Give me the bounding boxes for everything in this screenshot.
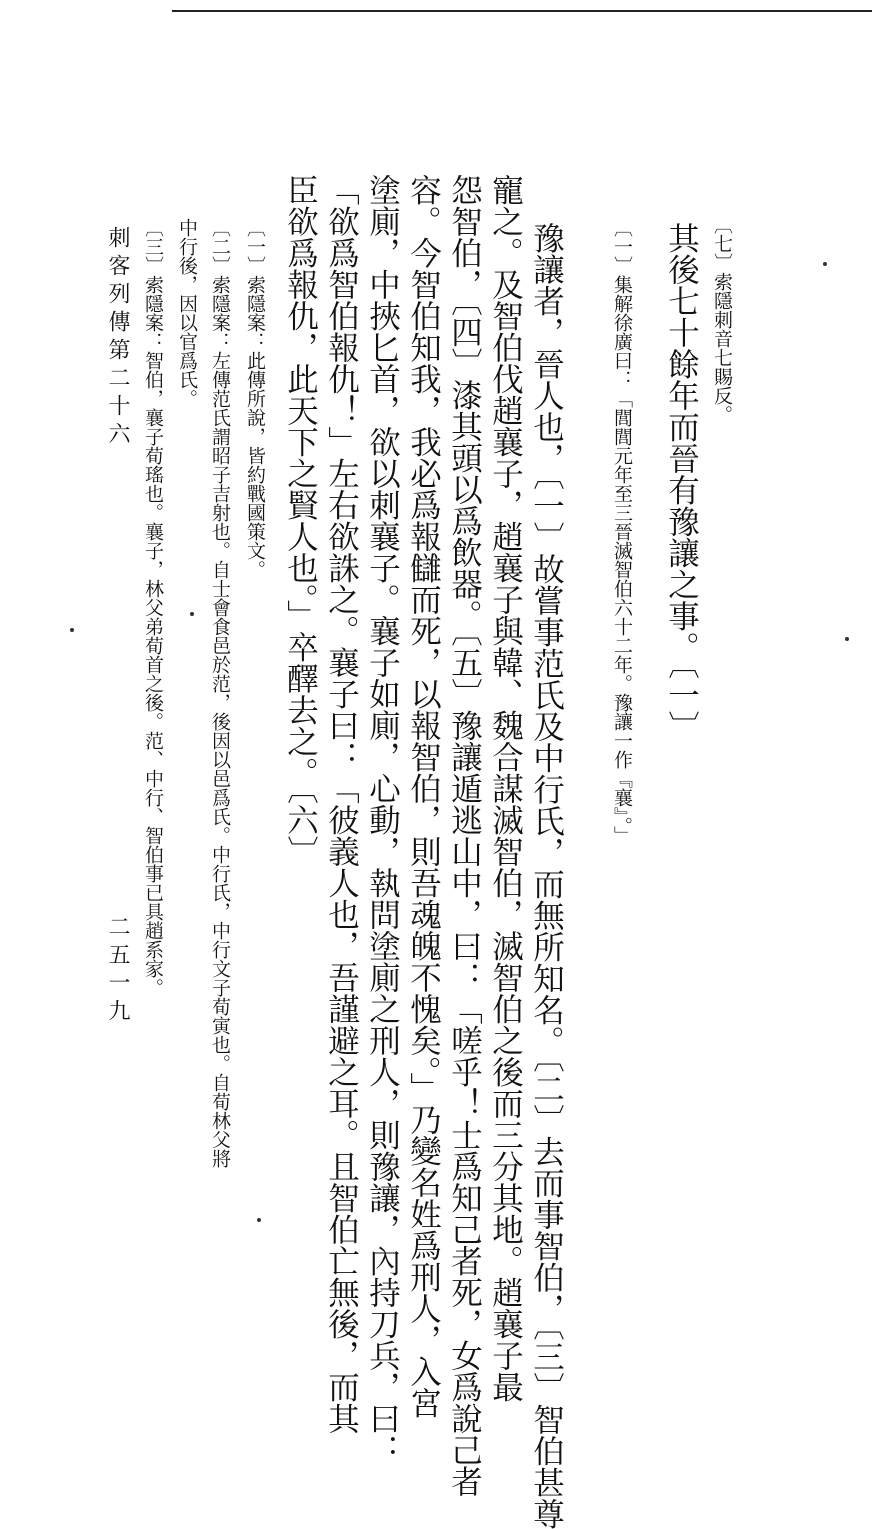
- ink-speck: [190, 612, 194, 616]
- text-line-5: 容。今智伯知我，我必爲報讎而死，以報智伯，則吾魂魄不愧矣。」乃變名姓爲刑人，入宮: [405, 174, 442, 1419]
- text-line-3: 寵之。及智伯伐趙襄子，趙襄子與韓、魏合謀滅智伯，滅智伯之後而三分其地。趙襄子最: [487, 174, 524, 1403]
- text-line-7: 「欲爲智伯報仇！」左右欲誅之。襄子曰：「彼義人也，吾謹避之耳。且智伯亡無後，而其: [323, 174, 360, 1434]
- note-line-1: 〔七〕索隱刺音七賜反。: [711, 215, 733, 424]
- text-line-1: 其後七十餘年而晉有豫讓之事。〔一〕: [663, 222, 700, 742]
- ink-speck: [257, 1218, 261, 1222]
- text-line-4: 怨智伯，〔四〕漆其頭以爲飲器。〔五〕豫讓遁逃山中，曰：「嗟乎！士爲知己者死，女爲說己者: [446, 174, 483, 1497]
- ink-speck: [823, 262, 827, 266]
- running-head: 刺客列傳第二十六: [105, 226, 130, 450]
- note-line-3: 〔一〕索隱案：此傳所說，皆約戰國策文。: [244, 218, 266, 579]
- text-line-2: 豫讓者，晉人也，〔一〕故嘗事范氏及中行氏，而無所知名。〔二〕去而事智伯，〔三〕智伯甚尊: [528, 222, 565, 1529]
- note-line-5: 中行後，因以官爲氏。: [176, 218, 198, 408]
- text-line-8: 臣欲爲報仇，此天下之賢人也。」卒醳去之。〔六〕: [282, 174, 319, 867]
- note-line-6: 〔三〕索隱案：智伯，襄子荀瑤也。襄子，林父弟荀首之後。范、中行、智伯事已具趙系家。: [142, 218, 164, 997]
- page-number: 二五一九: [105, 915, 130, 1027]
- text-line-6: 塗廁，中挾匕首，欲以刺襄子。襄子如廁，心動，執問塗廁之刑人，則豫讓，內持刀兵，曰：: [364, 174, 401, 1466]
- ink-speck: [70, 628, 74, 632]
- top-rule: [172, 10, 872, 12]
- note-line-4: 〔二〕索隱案：左傳范氏謂昭子吉射也。自士會食邑於范，後因以邑爲氏。中行氏，中行文子荀寅也。自荀林父將: [209, 218, 231, 1168]
- note-line-2: 〔一〕集解徐廣曰：「閭閭元年至三晉滅智伯六十二年。豫讓一作『襄』。」: [611, 218, 633, 845]
- ink-speck: [845, 637, 849, 641]
